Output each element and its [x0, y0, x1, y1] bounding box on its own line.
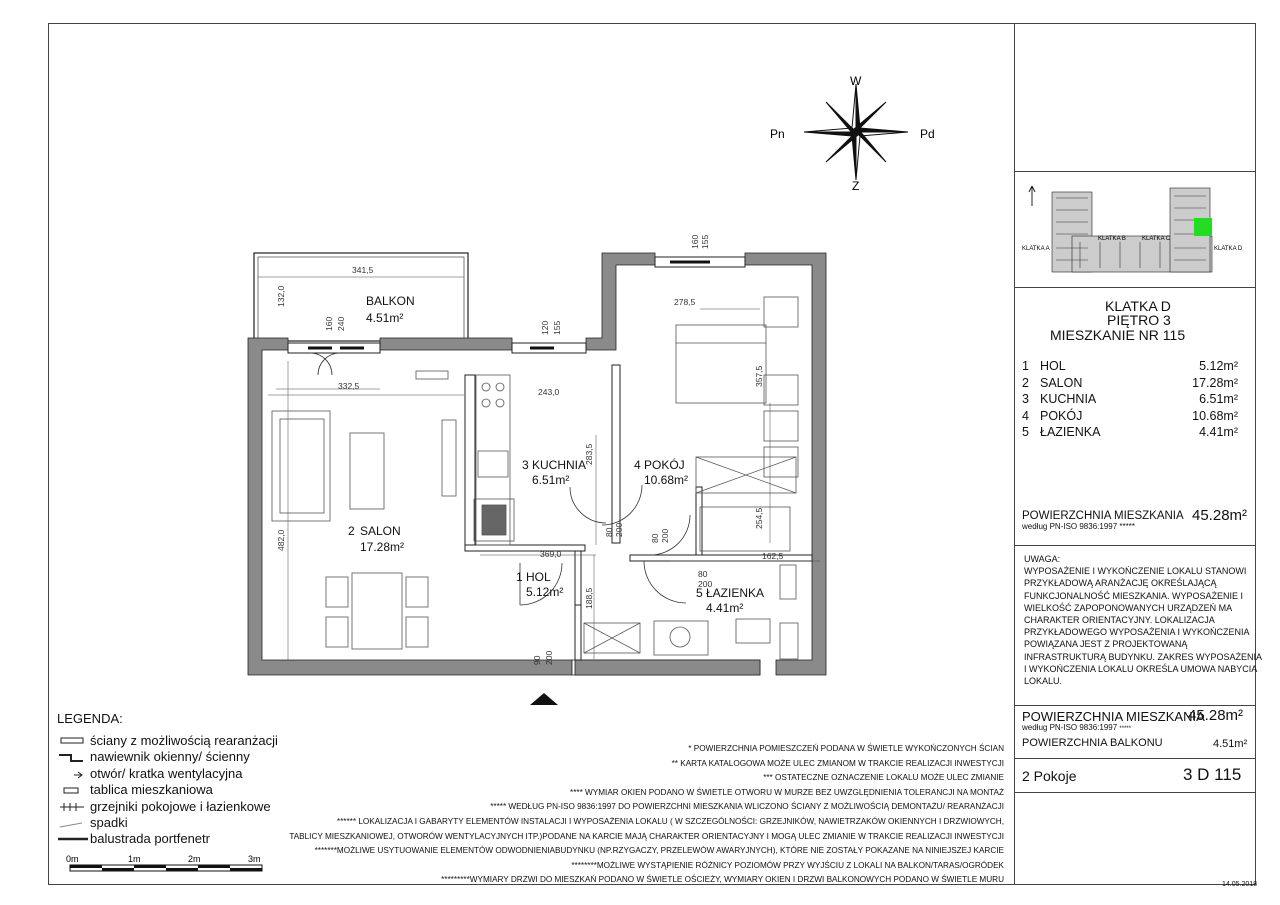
keyplan-label: KLATKA D: [1214, 246, 1243, 252]
rooms-table: [1022, 358, 1238, 441]
room-area: 5.12m²: [526, 585, 564, 599]
dim-label: 283,5: [584, 443, 594, 465]
compass-s: Z: [852, 179, 860, 193]
dim-label: 90: [532, 655, 542, 665]
dim-label: 160: [690, 234, 700, 249]
room-row: 1 HOL 5.12m²: [1022, 359, 1238, 373]
keyplan-label: KLATKA A: [1022, 246, 1050, 252]
compass-w: Pn: [770, 127, 785, 141]
date: 14.05.2018: [1222, 881, 1258, 888]
room-row: 2 SALON 17.28m²: [1022, 375, 1238, 390]
legend-items: [90, 733, 278, 848]
keyplan-label: KLATKA C: [1142, 236, 1171, 242]
dim-label: 240: [336, 316, 346, 331]
dim-label: 155: [700, 234, 710, 249]
room-area: 10.68m²: [644, 473, 689, 487]
dim-label: 120: [540, 320, 550, 335]
room-label: ŁAZIENKA: [706, 586, 765, 600]
dim-label: 132,0: [276, 285, 286, 307]
dim-label: 357,5: [754, 365, 764, 387]
footnote: *** OSTATECZNE OZNACZENIE LOKALU MOŻE ULEC ZMIANIE: [763, 773, 1004, 783]
footnote: ********MOŻLIWE WYSTĄPIENIE RÓŻNICY POZIOMÓW PRZY WYJŚCIU Z LOKALI NA BALKON/TARAS/OGRÓDEK: [571, 860, 1004, 870]
summary-area-sub: według PN-ISO 9836:1997 *****: [1022, 723, 1132, 732]
key-plan: [1020, 178, 1250, 278]
room-label: 4: [634, 458, 641, 472]
summary-area-label: POWIERZCHNIA MIESZKANIA: [1022, 709, 1205, 724]
room-area: 6.51m²: [532, 473, 570, 487]
note-line: FUNKCJONALNOŚĆ MIESZKANIA. WYPOSAŻENIE I: [1024, 590, 1244, 601]
room-label: 5: [696, 586, 703, 600]
header-pietro: PIĘTRO 3: [1107, 312, 1171, 328]
divider: [1014, 287, 1256, 288]
footnote: ****** LOKALIZACJA I GABARYTY ELEMENTÓW INSTALACJI I WYPOSAŻENIA LOKALU ( W SZCZEGÓLNOŚCI: GRZEJNIKÓW, NAWIETRZAKÓW OKIENNYCH I DRZWIOWYCH,: [336, 816, 1004, 826]
footnote: **** WYMIAR OKIEN PODANO W ŚWIETLE OTWORU W MURZE BEZ UWZGLĘDNIENIA TOLERANCJI NA MONTAŻ: [570, 787, 1004, 797]
note-line: PRZYKŁADOWEGO WYPOSAŻENIA I WYKOŃCZENIA: [1024, 627, 1250, 638]
header-klatka: KLATKA D: [1105, 298, 1171, 314]
dim-label: 188,5: [584, 587, 594, 609]
note-line: WYPOSAŻENIE I WYKOŃCZENIE LOKALU STANOWI: [1024, 566, 1247, 577]
floor-plan: [240, 225, 830, 710]
dim-label: 200: [614, 522, 624, 537]
divider: [1014, 792, 1256, 793]
footnote: *******MOŻLIWE USYTUOWANIE ELEMENTÓW ODWODNIENIABUDYNKU (NP.RZYGACZY, PRZELEWÓW AWARYJNYCH), KTÓRE NIE ZOSTAŁY POKAZANE NA NINIEJSZEJ KARCIE: [314, 846, 1004, 856]
dim-label: 80: [604, 527, 614, 537]
room-label: 1: [516, 570, 523, 584]
room-label: KUCHNIA: [532, 458, 587, 472]
footnote: ***** WEDŁUG PN-ISO 9836:1997 DO POWIERZCHNI MIESZKANIA WLICZONO ŚCIANY Z MOŻLIWOŚCIĄ DEMONTAŻU/ REARANŻACJI: [490, 802, 1004, 812]
dim-label: 200: [660, 528, 670, 543]
compass-n: W: [850, 74, 862, 88]
unit-code: 3 D 115: [1183, 765, 1242, 784]
dim-label: 254,5: [754, 507, 764, 529]
area-label: POWIERZCHNIA MIESZKANIA: [1022, 510, 1184, 522]
note-line: POWIĄZANA JEST Z PROJEKTOWANĄ: [1024, 639, 1188, 650]
scale-label: 2m: [188, 854, 201, 864]
note-line: LOKALU.: [1024, 676, 1063, 687]
dim-label: 200: [544, 650, 554, 665]
scale-label: 1m: [128, 854, 141, 864]
note-line: WIELKOŚĆ ZAPOPONOWANYCH URZĄDZEŃ MA: [1024, 602, 1233, 613]
balcony-label: POWIERZCHNIA BALKONU: [1022, 737, 1163, 749]
legend-item: tablica mieszkaniowa: [90, 782, 213, 798]
balcony-value: 4.51m²: [1213, 738, 1248, 750]
footnote: TABLICY MIESZKANIOWEJ, OTWORÓW WENTYLACYJNYCH ITP.)PODANE NA KARCIE MAJĄ CHARAKTER ORIENTACYJNY I MOGĄ ULEC ZMIANIE W TRAKCIE REALIZACJI INWESTYCJI: [289, 831, 1004, 841]
room-area: 17.28m²: [360, 540, 405, 554]
dim-label: 369,0: [540, 549, 562, 559]
room-area: 4.41m²: [706, 601, 744, 615]
legend-item: spadki: [90, 815, 128, 831]
room-label: POKÓJ: [644, 458, 685, 472]
dim-label: 341,5: [352, 265, 374, 275]
legend-item: ściany z możliwością rearanżacji: [90, 733, 278, 748]
note-line: PRZYKŁADOWĄ ARANŻACJĘ OKREŚLAJĄCĄ: [1024, 578, 1217, 589]
legend-item: otwór/ kratka wentylacyjna: [90, 765, 243, 781]
note-line: CHARAKTER ORIENTACYJNY. LOKALIZACJA: [1024, 615, 1215, 626]
dim-label: 200: [698, 579, 713, 589]
room-label: BALKON: [366, 294, 415, 308]
dim-label: 155: [552, 320, 562, 335]
room-row: 3 KUCHNIA 6.51m²: [1022, 392, 1238, 406]
compass-rose: [770, 70, 940, 195]
room-label: HOL: [526, 570, 551, 584]
dim-label: 243,0: [538, 387, 560, 397]
room-label: SALON: [360, 524, 401, 538]
legend-item: nawiewnik okienny/ ścienny: [90, 749, 250, 765]
dim-label: 162,5: [762, 551, 784, 561]
room-area: 4.51m²: [366, 311, 404, 325]
footnote: ** KARTA KATALOGOWA MOŻE ULEC ZMIANOM W TRAKCIE REALIZACJI INWESTYCJI: [671, 758, 1004, 768]
keyplan-label: KLATKA B: [1098, 236, 1126, 242]
area-sub: według PN-ISO 9836:1997 *****: [1022, 522, 1135, 531]
room-row: 4 POKÓJ 10.68m²: [1022, 408, 1238, 423]
scale-label: 3m: [248, 854, 261, 864]
scale-label: 0m: [66, 854, 79, 864]
rooms-count: 2 Pokoje: [1022, 768, 1077, 784]
dim-label: 482,0: [276, 529, 286, 551]
legend-item: grzejniki pokojowe i łazienkowe: [90, 798, 271, 814]
footnote: * POWIERZCHNIA POMIESZCZEŃ PODANA W ŚWIETLE WYKOŃCZONYCH ŚCIAN: [688, 744, 1004, 753]
compass-e: Pd: [920, 127, 935, 141]
divider: [1014, 171, 1256, 172]
room-row: 5 ŁAZIENKA 4.41m²: [1022, 425, 1238, 439]
area-value: 45.28m²: [1192, 507, 1248, 524]
header-mieszkanie: MIESZKANIE NR 115: [1050, 327, 1186, 343]
legend-item: balustrada portfenetr: [90, 831, 210, 847]
notes-title: UWAGA:: [1024, 554, 1061, 564]
room-label: 3: [522, 458, 529, 472]
room-label: 2: [348, 524, 355, 538]
dim-label: 80: [650, 533, 660, 543]
notes: [1024, 553, 1262, 687]
scale-bar: [62, 852, 272, 874]
note-line: I WYKOŃCZENIA LOKALU OKREŚLA UMOWA NABYCIA: [1024, 663, 1258, 674]
note-line: INFRASTRUKTURĄ BUDYNKU. ZAKRES WYPOSAŻENIA: [1024, 651, 1263, 662]
dim-label: 278,5: [674, 297, 696, 307]
divider: [1014, 545, 1256, 546]
divider: [1014, 758, 1256, 759]
footnote: *********WYMIARY DRZWI DO MIESZKAŃ PODANO W ŚWIETLE OŚCIEŻY, WYMIARY OKIEN I DRZWI BALKONOWYCH PODANO W ŚWIETLE MURU: [441, 875, 1004, 885]
dim-label: 160: [324, 316, 334, 331]
legend-symbols: [56, 733, 92, 848]
divider: [1014, 705, 1256, 706]
summary-area-value: 45.28m²: [1188, 707, 1244, 724]
dim-label: 80: [698, 569, 708, 579]
title-block-divider: [1014, 23, 1015, 885]
footnotes: [289, 742, 1004, 888]
legend-title: LEGENDA:: [57, 711, 123, 726]
entrance-arrow: [530, 693, 558, 705]
dim-label: 332,5: [338, 381, 360, 391]
